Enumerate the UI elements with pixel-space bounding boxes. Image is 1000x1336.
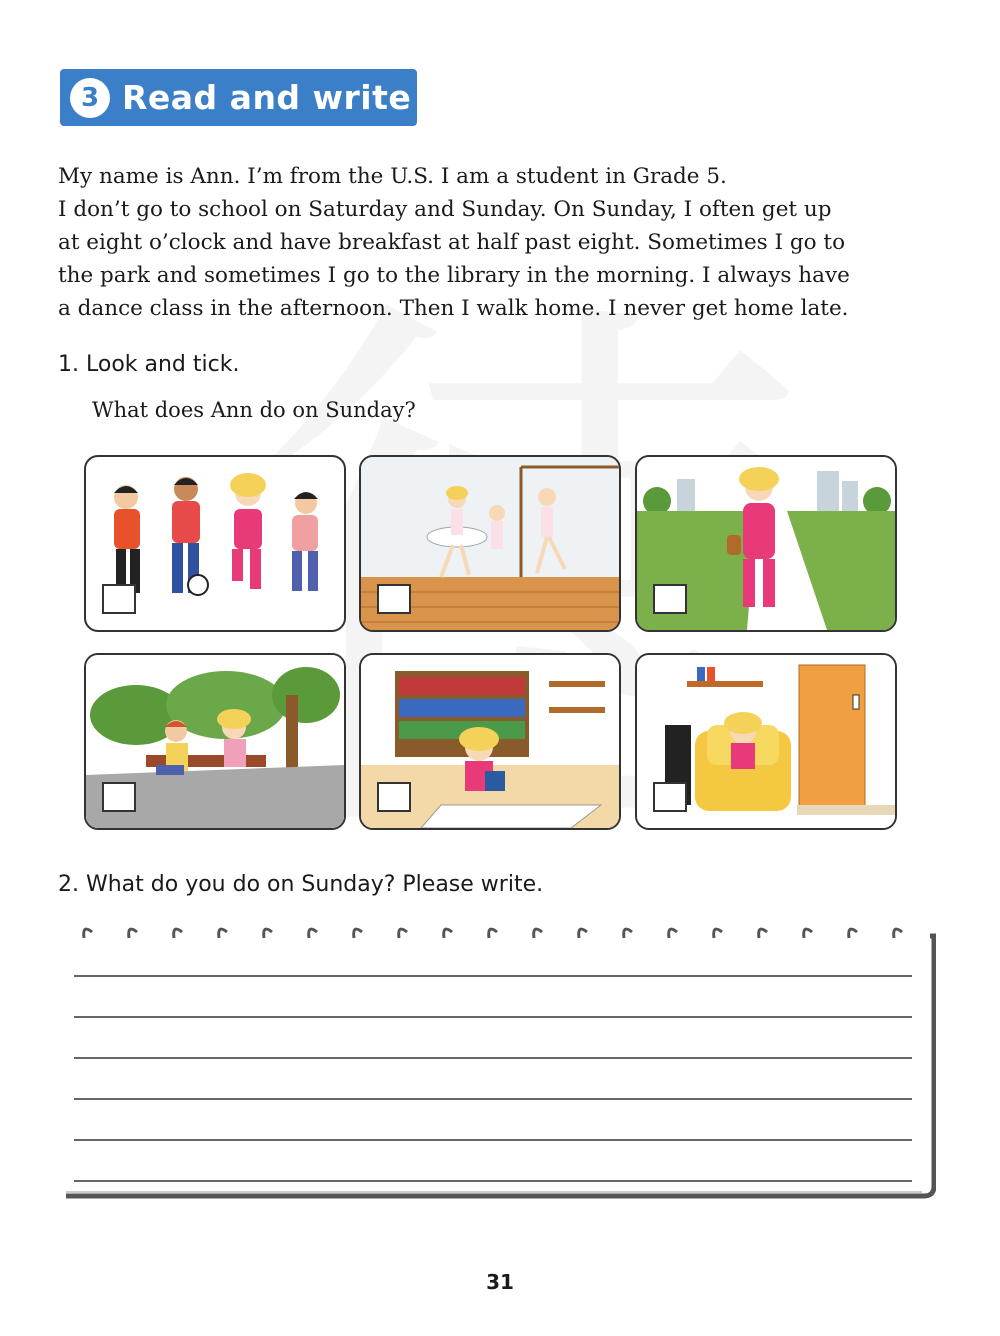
tick-box[interactable] (653, 584, 687, 614)
section-number: 3 (70, 78, 110, 118)
picture-park-bench (84, 653, 346, 830)
section-banner (60, 69, 417, 126)
picture-library-reading (359, 653, 621, 830)
question-2-heading: 2. What do you do on Sunday? Please write. (58, 872, 544, 897)
picture-walking-home (635, 455, 897, 632)
passage-line: at eight o’clock and have breakfast at half past eight. Sometimes I go to (58, 230, 846, 255)
page-number: 31 (486, 1270, 514, 1294)
section-title: Read and write (122, 78, 412, 117)
picture-playing-football (84, 455, 346, 632)
passage-line: the park and sometimes I go to the library in the morning. I always have (58, 263, 850, 288)
tick-box[interactable] (377, 782, 411, 812)
picture-home-armchair (635, 653, 897, 830)
tick-box[interactable] (653, 782, 687, 812)
picture-dance-class (359, 455, 621, 632)
question-1-heading: 1. Look and tick. (58, 352, 240, 377)
tick-box[interactable] (102, 782, 136, 812)
tick-box[interactable] (377, 584, 411, 614)
passage-line: a dance class in the afternoon. Then I walk home. I never get home late. (58, 296, 849, 321)
passage-line: My name is Ann. I’m from the U.S. I am a student in Grade 5. (58, 164, 727, 189)
reading-passage (58, 160, 938, 325)
writing-notebook (62, 924, 936, 1200)
tick-box[interactable] (102, 584, 136, 614)
question-1-prompt: What does Ann do on Sunday? (92, 398, 416, 422)
passage-line: I don’t go to school on Saturday and Sunday. On Sunday, I often get up (58, 197, 832, 222)
